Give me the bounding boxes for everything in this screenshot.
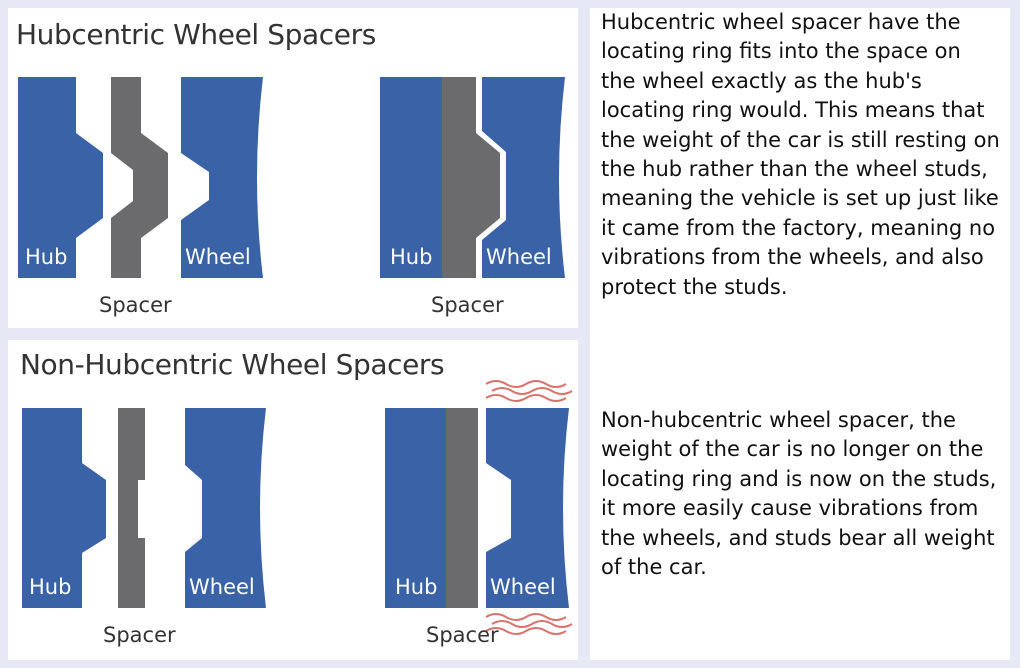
hubcentric-diagram [8,8,578,328]
hub-label-assembled: Hub [395,575,438,599]
wheel-label: Wheel [185,245,251,269]
non-hubcentric-description: Non-hubcentric wheel spacer, the weight of the car is no longer on the locating ring and is now on the studs, it more easily cause vibrations from the wheels, and studs bear all weight of the car. [601,408,997,580]
hubcentric-panel [8,8,578,328]
non-hubcentric-title: Non-Hubcentric Wheel Spacers [20,348,445,381]
hub-label: Hub [29,575,72,599]
hub-label-assembled: Hub [390,245,433,269]
spacer-label-assembled: Spacer [426,623,499,647]
spacer-label-assembled: Spacer [431,293,504,317]
spacer-label: Spacer [99,293,172,317]
hub-label: Hub [25,245,68,269]
description-panel [590,8,1010,660]
wheel-label-assembled: Wheel [490,575,556,599]
hubcentric-title: Hubcentric Wheel Spacers [16,18,376,51]
spacer-shape [111,77,168,278]
wheel-label: Wheel [189,575,255,599]
wheel-label-assembled: Wheel [486,245,552,269]
spacer-shape [118,408,145,608]
vibration-waves-top [486,381,572,401]
spacer-label: Spacer [103,623,176,647]
spacer-shape-assembled [446,408,478,608]
hubcentric-description: Hubcentric wheel spacer have the locating ring fits into the space on the wheel exactly as the hub's locating ring would. This means that the weight of the car is still resting on the hub rather than the wheel studs, meaning the vehicle is set up just like it came from the factory, meaning no vibrations from the wheels, and also protect the studs. [601,10,1000,299]
vibration-waves-bottom [486,614,572,634]
non-hubcentric-diagram [8,340,578,660]
non-hubcentric-panel [8,340,578,660]
